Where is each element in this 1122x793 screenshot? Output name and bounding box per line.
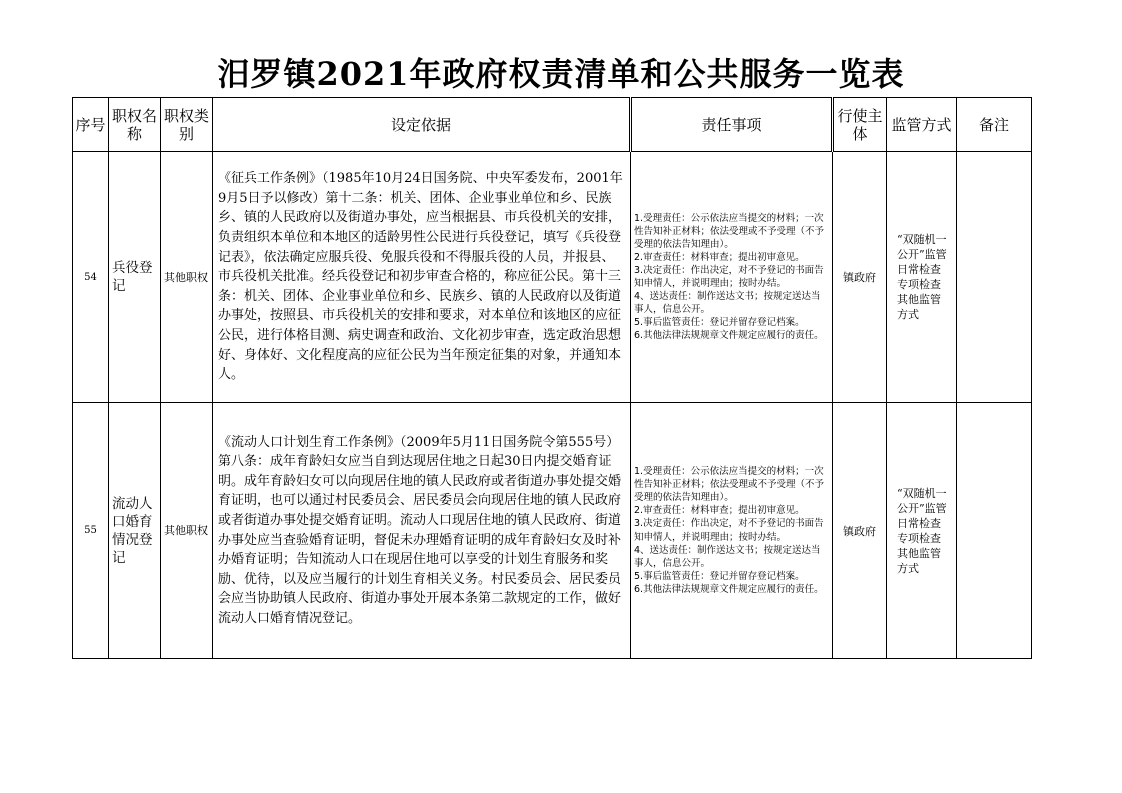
duty-item: 5.事后监管责任：登记并留存登记档案。 <box>634 570 805 582</box>
row-type: 其他职权 <box>161 403 213 659</box>
row-name: 兵役登记 <box>109 152 161 403</box>
header-body: 行使主体 <box>833 98 887 152</box>
header-type: 职权类别 <box>161 98 213 152</box>
page-title: 汨罗镇2021年政府权责清单和公共服务一览表 <box>217 55 905 93</box>
row-basis <box>213 152 631 403</box>
table-row <box>73 152 1032 403</box>
row-duties <box>631 152 833 403</box>
authority-table <box>72 97 1032 659</box>
row-no: 55 <box>73 403 109 659</box>
row-no: 54 <box>73 152 109 403</box>
duty-item: 2.审查责任：材料审查；提出初审意见。 <box>634 505 805 517</box>
row-remark <box>957 152 1032 403</box>
basis-text: 《流动人口计划生育工作条例》（2009年5月11日国务院令第555号）第八条：成年育龄妇女应当自到达现居住地之日起30日内提交婚育证明。成年育龄妇女可以向现居住地的镇人民政府或者街道办事处提交婚育证明，也可以通过村民委员会、居民委员会向现居住地的镇人民政府或者街道办事处提交婚育证明。流动人口现居住地的镇人民政府、街道办事处应当查验婚育证明，督促未办理婚育证明的成年育龄妇女及时补办婚育证明；告知流动人口在现居住地可以享受的计划生育服务和奖励、优待，以及应当履行的计划生育相关义务。村民委员会、居民委员会应当协助镇人民政府、街道办事处开展本条第二款规定的工作，做好流动人口婚育情况登记。 <box>218 434 622 626</box>
duty-item: 6.其他法律法规规章文件规定应履行的责任。 <box>634 330 824 342</box>
duty-item: 1.受理责任：公示依法应当提交的材料；一次性告知补正材料；依法受理或不予受理（不予受理的依法告知理由）。 <box>634 212 825 250</box>
row-name: 流动人口婚育情况登记 <box>109 403 161 659</box>
row-body: 镇政府 <box>833 403 887 659</box>
duty-item: 4、送达责任：制作送达文书；按规定送达当事人，信息公开。 <box>634 291 821 316</box>
row-remark <box>957 403 1032 659</box>
row-basis <box>213 403 631 659</box>
duty-item: 3.决定责任：作出决定，对不予登记的书面告知申情人，并说明理由；按时办结。 <box>634 264 824 289</box>
header-supervision: 监管方式 <box>887 98 957 152</box>
duty-item: 6.其他法律法规规章文件规定应履行的责任。 <box>634 583 824 595</box>
table-row <box>73 403 1032 659</box>
duty-item: 3.决定责任：作出决定，对不予登记的书面告知申情人，并说明理由；按时办结。 <box>634 518 824 543</box>
row-supervision <box>887 403 957 659</box>
table-header-row <box>73 98 1032 152</box>
header-duty: 责任事项 <box>631 98 833 152</box>
header-name: 职权名称 <box>109 98 161 152</box>
row-supervision <box>887 152 957 403</box>
header-remark: 备注 <box>957 98 1032 152</box>
header-no: 序号 <box>73 98 109 152</box>
row-type: 其他职权 <box>161 152 213 403</box>
duty-item: 5.事后监管责任：登记并留存登记档案。 <box>634 317 805 329</box>
duty-item: 1.受理责任：公示依法应当提交的材料；一次性告知补正材料；依法受理或不予受理（不予受理的依法告知理由）。 <box>634 466 825 504</box>
supervision-text: “双随机一公开”监管日常检查专项检查其他监管方式 <box>897 233 947 321</box>
duty-item: 2.审查责任：材料审查；提出初审意见。 <box>634 251 805 263</box>
duty-item: 4、送达责任：制作送达文书；按规定送达当事人，信息公开。 <box>634 544 821 569</box>
supervision-text: “双随机一公开”监管日常检查专项检查其他监管方式 <box>897 486 947 575</box>
basis-text: 《征兵工作条例》（1985年10月24日国务院、中央军委发布，2001年9月5日予以修改）第十二条：机关、团体、企业事业单位和乡、民族乡、镇的人民政府以及街道办事处，应当根据县、市兵役机关的安排，负责组织本单位和本地区的适龄男性公民进行兵役登记，填写《兵役登记表》，依法确定应服兵役、免服兵役和不得服兵役的人员，并报县、市兵役机关批准。经兵役登记和初步审查合格的，称应征公民。第十三条：机关、团体、企业事业单位和乡、民族乡、镇的人民政府以及街道办事处，按照县、市兵役机关的安排和要求，对本单位和该地区的应征公民，进行体格目测、病史调查和政治、文化初步审查，选定政治思想好、身体好、文化程度高的应征公民为当年预定征集的对象，并通知本人。 <box>218 171 623 383</box>
row-duties <box>631 403 833 659</box>
row-body: 镇政府 <box>833 152 887 403</box>
header-basis: 设定依据 <box>213 98 631 152</box>
